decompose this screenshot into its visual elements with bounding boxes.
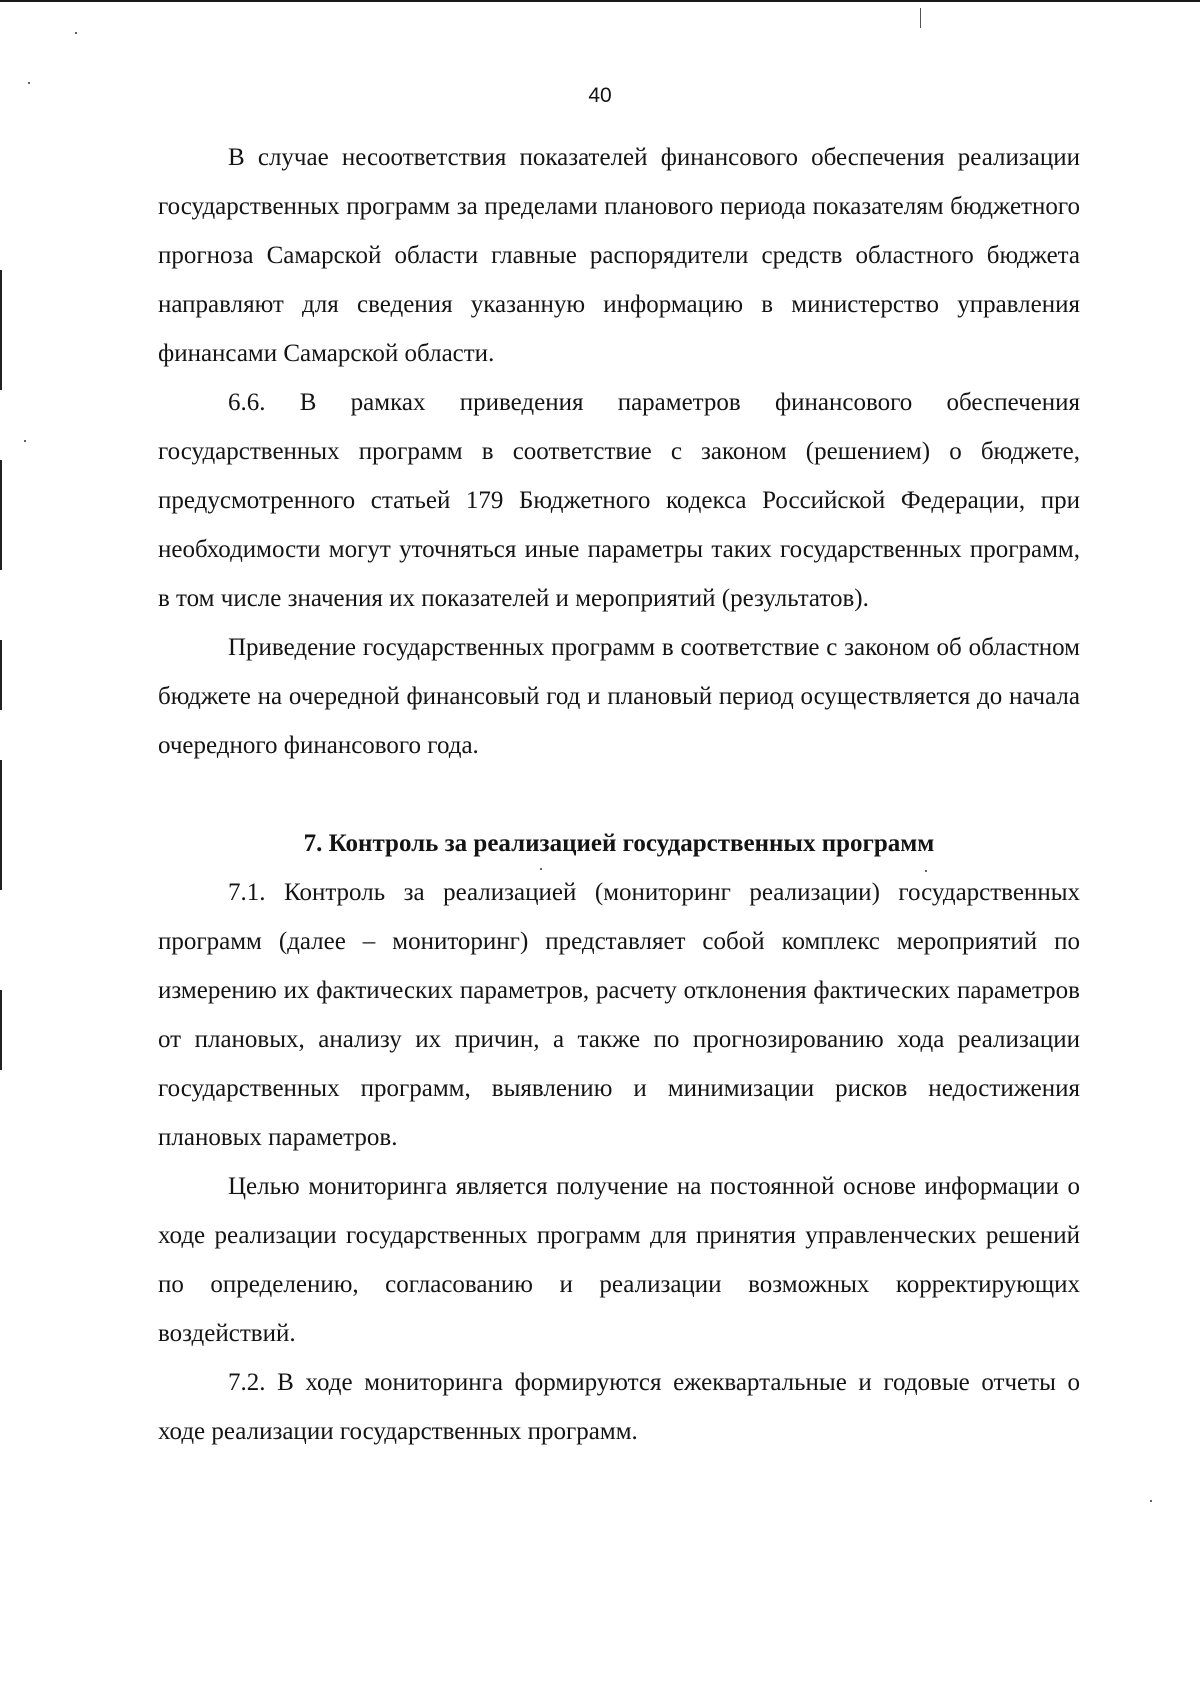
paragraph-6-6: 6.6. В рамках приведения параметров финансового обеспечения государственных программ в соответствие с законом (решением) о бюджете, предусмотренного статьей 179 Бюджетного кодекса Российской Федерации, при необходимости могут уточняться иные параметры таких государственных программ, в том числе значения их показателей и мероприятий (результатов). — [158, 389, 1080, 612]
paragraph-7-2: 7.2. В ходе мониторинга формируются ежеквартальные и годовые отчеты о ходе реализации государственных программ. — [158, 1369, 1080, 1445]
scan-edge-mark — [0, 990, 2, 1070]
scan-mark — [920, 8, 921, 28]
scan-speck — [24, 440, 26, 442]
document-body — [158, 133, 1080, 1456]
scan-border-top — [0, 0, 1200, 2]
page-number: 40 — [588, 84, 612, 107]
scan-edge-mark — [0, 760, 2, 890]
paragraph-budget-alignment: Приведение государственных программ в соответствие с законом об областном бюджете на очередной финансовый год и плановый период осуществляется до начала очередного финансового года. — [158, 634, 1080, 759]
scan-edge-mark — [0, 270, 2, 390]
paragraph-7-1: 7.1. Контроль за реализацией (мониторинг реализации) государственных программ (далее – мониторинг) представляет собой комплекс мероприятий по измерению их фактических параметров, расчету отклонения фактических параметров от плановых, анализу их причин, а также по прогнозированию хода реализации государственных программ, выявлению и минимизации рисков недостижения плановых параметров. — [158, 879, 1080, 1151]
paragraph-financing-mismatch: В случае несоответствия показателей финансового обеспечения реализации государственных программ за пределами планового периода показателям бюджетного прогноза Самарской области главные распорядители средств областного бюджета направляют для сведения указанную информацию в министерство управления финансами Самарской области. — [158, 144, 1080, 367]
scan-speck — [1150, 1500, 1152, 1502]
scan-speck — [75, 32, 77, 34]
scan-edge-mark — [0, 460, 2, 570]
section-heading-7: 7. Контроль за реализацией государственных программ — [303, 830, 935, 857]
paragraph-monitoring-goal: Целью мониторинга является получение на постоянной основе информации о ходе реализации государственных программ для принятия управленческих решений по определению, согласованию и реализации возможных корректирующих воздействий. — [158, 1173, 1080, 1347]
scan-edge-mark — [0, 640, 2, 710]
